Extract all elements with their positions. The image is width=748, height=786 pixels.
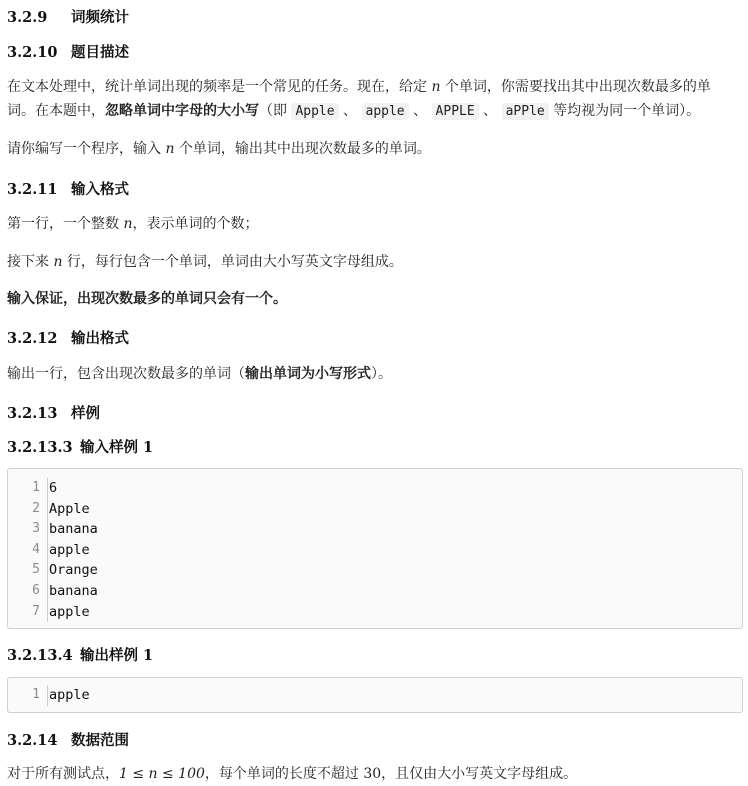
heading-number: 3.2.14 [7,732,58,749]
text: ，表示单词的个数； [132,216,259,232]
inline-code: apple [362,103,409,120]
code-text: banana [49,521,98,538]
heading-title: 数据范围 [71,732,129,749]
input-guarantee [7,287,738,311]
line-number: 2 [32,500,40,516]
math-expression: 1 ≤ n ≤ 100 [119,766,205,782]
line-number: 1 [32,687,40,702]
math-n: n [165,141,175,157]
heading-title: 输入样例 1 [80,439,154,456]
heading-title: 输入格式 [71,181,129,198]
text: 个单词，你需要找出其中出现次数最多的单词。在本题中， [7,79,711,119]
text: ）。 [371,366,392,382]
code-text: 6 [49,480,58,496]
text: 、 [478,103,502,119]
heading-3-2-13-3 [7,436,153,457]
heading-3-2-13-4 [7,644,153,665]
emphasis-text: 输入保证，出现次数最多的单词只会有一个。 [7,291,287,307]
heading-title: 输出格式 [71,330,129,347]
text: 在文本处理中，统计单词出现的频率是一个常见的任务。现在，给定 [7,79,432,95]
description-paragraph [7,75,738,124]
input-format-line-1 [7,212,738,236]
line-number: 4 [32,541,40,557]
text: 个单词，输出其中出现次数最多的单词。 [174,141,431,157]
heading-number: 3.2.12 [7,330,58,347]
sample-input-code-block[interactable] [7,468,743,629]
text: 、 [338,103,362,119]
math-n: n [431,79,441,95]
heading-3-2-10 [7,41,129,62]
heading-3-2-14 [7,729,129,750]
code-text: apple [49,541,90,558]
math-n: n [53,254,63,270]
text: 等均视为同一个单词）。 [548,103,701,119]
heading-number: 3.2.13.4 [7,647,73,664]
heading-title: 输出样例 1 [80,647,154,664]
text: 输出一行，包含出现次数最多的单词（ [7,366,245,382]
code-line [8,540,742,561]
code-line [8,560,742,581]
line-number: 5 [32,562,40,578]
line-number: 6 [32,582,40,598]
emphasis-text: 忽略单词中字母的大小写 [105,103,259,119]
code-text: apple [49,603,90,620]
math-n: n [123,216,133,232]
line-number: 7 [32,603,40,619]
text: 接下来 [7,254,54,270]
heading-3-2-11 [7,178,129,199]
description-paragraph-2 [7,137,738,161]
line-number: 3 [32,521,40,537]
code-line [8,519,742,540]
sample-output-code-block[interactable] [7,677,743,713]
text: 请你编写一个程序，输入 [7,141,166,157]
code-text: apple [49,687,90,703]
code-line [8,581,742,602]
text: 行，每行包含一个单词，单词由大小写英文字母组成。 [62,254,403,270]
code-line [8,602,742,623]
heading-number: 3.2.10 [7,44,58,61]
input-format-line-2 [7,250,738,274]
heading-3-2-13 [7,402,100,423]
text: 、 [408,103,432,119]
text: 对于所有测试点， [7,766,119,782]
heading-3-2-9 [7,6,129,27]
code-text: Apple [49,500,90,517]
output-format-line [7,362,738,386]
code-line [8,499,742,520]
heading-number: 3.2.9 [7,9,48,26]
heading-number: 3.2.11 [7,181,58,198]
code-line [8,685,742,706]
line-number: 1 [32,480,40,495]
heading-number: 3.2.13.3 [7,439,73,456]
code-text: Orange [49,562,98,579]
heading-number: 3.2.13 [7,405,58,422]
heading-title: 词频统计 [71,9,129,26]
code-text: banana [49,582,98,599]
inline-code: APPLE [432,103,479,120]
inline-code: aPPle [502,103,549,120]
text: ，每个单词的长度不超过 30，且仅由大小写英文字母组成。 [204,766,578,782]
text: （即 [259,103,292,119]
code-line [8,478,742,499]
inline-code: Apple [291,103,338,120]
heading-title: 题目描述 [71,44,129,61]
text: 第一行，一个整数 [7,216,124,232]
emphasis-text: 输出单词为小写形式 [245,366,371,382]
heading-title: 样例 [71,405,100,422]
heading-3-2-12 [7,327,129,348]
data-range-line [7,762,738,786]
